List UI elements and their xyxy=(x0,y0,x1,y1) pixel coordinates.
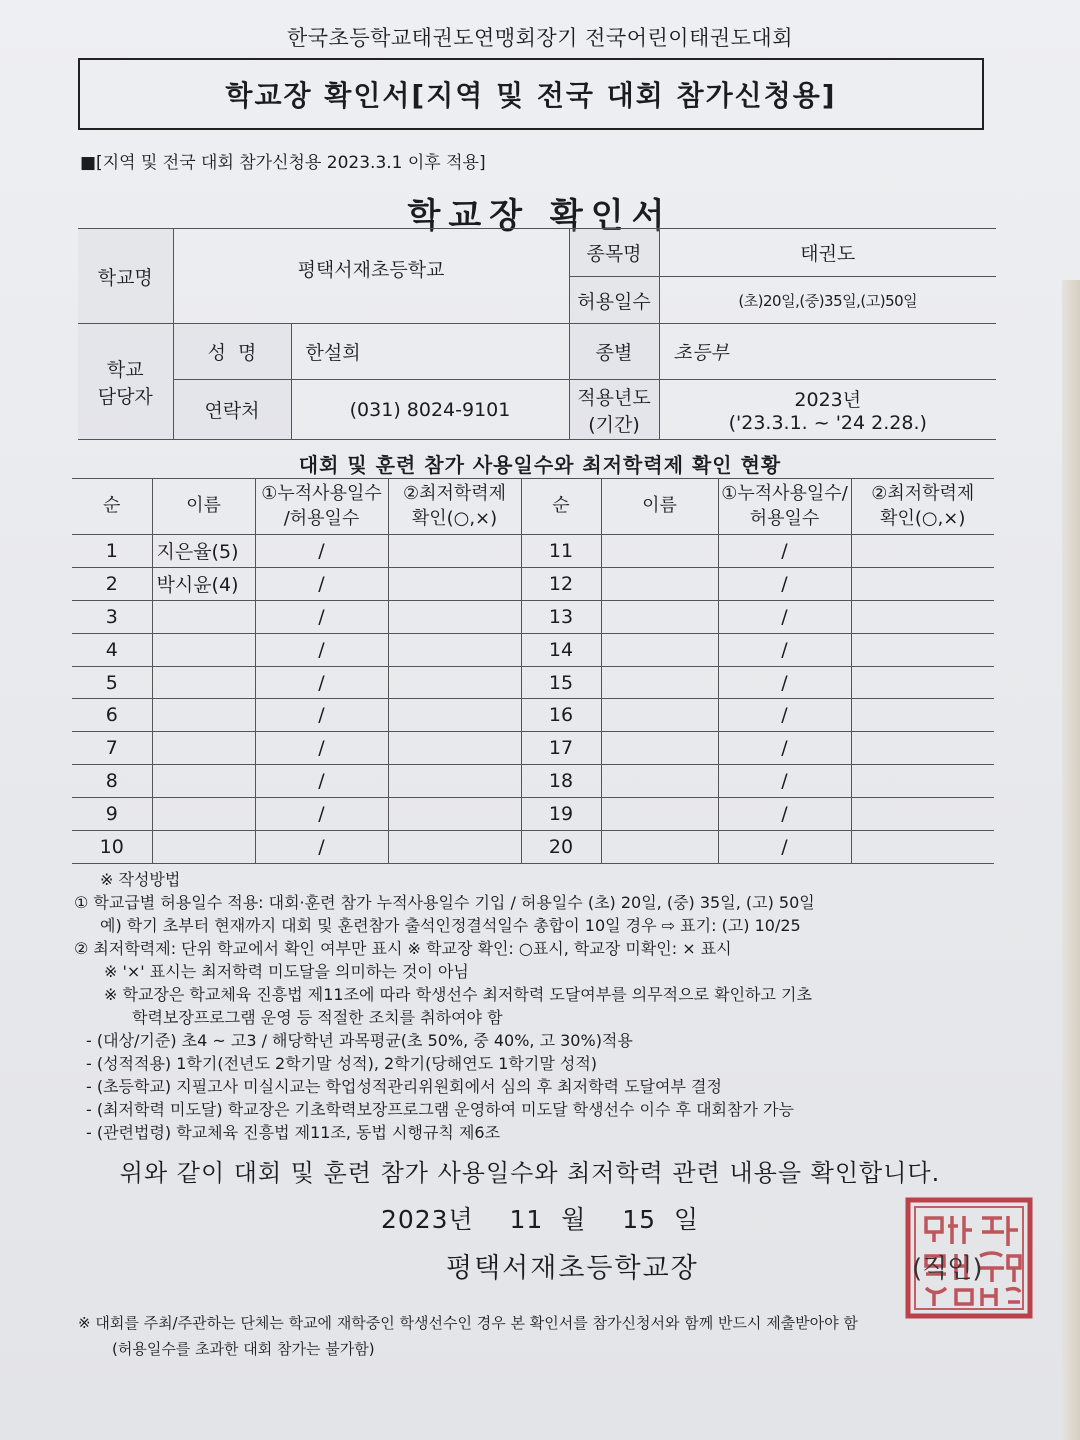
row-name-left xyxy=(152,699,255,732)
row-no-right: 12 xyxy=(521,567,601,600)
note-2-b-cont: 학력보장프로그램 운영 등 적절한 조치를 취하여야 함 xyxy=(132,1008,503,1027)
note-2-b: ※ 학교장은 학교체육 진흥법 제11조에 따라 학생선수 최저학력 도달여부를 의무적으로 확인하고 기초 xyxy=(104,985,812,1004)
instructions xyxy=(74,868,1004,1144)
table-row xyxy=(72,732,994,765)
period-label-line2: (기간) xyxy=(588,413,640,436)
header-name-left: 이름 xyxy=(152,479,255,535)
period-label-line1: 적용년도 xyxy=(577,386,651,409)
header-min-left-line2: 확인(○,×) xyxy=(411,507,498,529)
header-days-right-line2: 허용일수 xyxy=(749,507,820,529)
note-2-a: ※ '×' 표시는 최저학력 미도달을 의미하는 것이 아님 xyxy=(104,962,469,981)
footer-line-2: (허용일수를 초과한 대회 참가는 불가함) xyxy=(112,1340,375,1358)
applicability-note: ■[지역 및 전국 대회 참가신청용 2023.3.1 이후 적용] xyxy=(80,153,486,173)
manager-name-label: 성 명 xyxy=(173,324,291,380)
date-day-unit: 일 xyxy=(673,1205,700,1234)
date-year: 2023년 xyxy=(380,1205,474,1234)
participation-table xyxy=(72,478,994,864)
allowed-days-value: (초)20일,(중)35일,(고)50일 xyxy=(659,277,996,324)
row-days-right: / xyxy=(718,765,851,798)
year-value: 2023년 xyxy=(794,389,862,411)
row-no-left: 1 xyxy=(72,535,152,568)
period-value xyxy=(659,380,996,440)
section-title: 대회 및 훈련 참가 사용일수와 최저학력제 확인 현황 xyxy=(298,453,782,477)
row-name-right xyxy=(601,798,718,831)
table-row xyxy=(72,600,994,633)
manager-name-value: 한설희 xyxy=(291,324,569,380)
confirmation-statement: 위와 같이 대회 및 훈련 참가 사용일수와 최저학력 관련 내용을 확인합니다. xyxy=(119,1159,941,1187)
header-days-left xyxy=(255,479,388,535)
table-row xyxy=(72,831,994,864)
row-no-right: 18 xyxy=(521,765,601,798)
note-dash-5: - (관련법령) 학교체육 진흥법 제11조, 동법 시행규칙 제6조 xyxy=(86,1123,501,1142)
row-days-left: / xyxy=(255,567,388,600)
date-month-unit: 월 xyxy=(561,1205,587,1234)
header-min-right-line1: ②최저학력제 xyxy=(871,483,975,505)
row-name-left: 박시윤(4) xyxy=(152,567,255,600)
table-row xyxy=(72,798,994,831)
school-info-table xyxy=(78,228,996,440)
period-label xyxy=(569,380,659,440)
row-min-left xyxy=(388,831,521,864)
header-days-right xyxy=(718,479,851,535)
header-name-right: 이름 xyxy=(601,479,718,535)
row-days-right: / xyxy=(718,633,851,666)
row-name-right xyxy=(601,732,718,765)
row-name-right xyxy=(601,699,718,732)
footer-line-1: ※ 대회를 주최/주관하는 단체는 학교에 재학중인 학생선수인 경우 본 확인서를 참가신청서와 함께 반드시 제출받아야 함 xyxy=(78,1314,858,1332)
row-min-left xyxy=(388,732,521,765)
contact-value: (031) 8024-9101 xyxy=(291,380,569,440)
note-dash-4: - (최저학력 미도달) 학교장은 기초학력보장프로그램 운영하여 미도달 학생선수 이수 후 대회참가 가능 xyxy=(86,1100,794,1119)
principal-signature: 평택서재초등학교장 xyxy=(446,1253,699,1284)
category-label: 종별 xyxy=(569,324,659,380)
row-no-left: 4 xyxy=(72,633,152,666)
row-min-right xyxy=(851,567,994,600)
row-min-right xyxy=(851,732,994,765)
manager-label xyxy=(78,324,173,440)
row-name-right xyxy=(601,831,718,864)
event-value: 태권도 xyxy=(659,229,996,277)
row-no-right: 14 xyxy=(521,633,601,666)
row-min-right xyxy=(851,798,994,831)
row-days-right: / xyxy=(718,535,851,568)
allowed-days-label: 허용일수 xyxy=(569,277,659,324)
notes-heading: ※ 작성방법 xyxy=(100,870,181,889)
header-no-left: 순 xyxy=(72,479,152,535)
row-min-right xyxy=(851,831,994,864)
row-name-left xyxy=(152,831,255,864)
contact-label: 연락처 xyxy=(173,380,291,440)
row-no-right: 20 xyxy=(521,831,601,864)
row-no-left: 9 xyxy=(72,798,152,831)
row-min-right xyxy=(851,600,994,633)
seal-label: (직인) xyxy=(912,1254,983,1284)
row-no-left: 6 xyxy=(72,699,152,732)
row-no-right: 11 xyxy=(521,535,601,568)
note-2: ② 최저학력제: 단위 학교에서 확인 여부만 표시 ※ 학교장 확인: ○표시, 학교장 미확인: × 표시 xyxy=(74,939,732,958)
row-min-left xyxy=(388,567,521,600)
row-no-right: 13 xyxy=(521,600,601,633)
row-days-left: / xyxy=(255,765,388,798)
row-no-right: 16 xyxy=(521,699,601,732)
row-days-left: / xyxy=(255,798,388,831)
note-1: ① 학교급별 허용일수 적용: 대회·훈련 참가 누적사용일수 기입 / 허용일수 (초) 20일, (중) 35일, (고) 50일 xyxy=(74,893,815,912)
row-min-left xyxy=(388,765,521,798)
row-min-right xyxy=(851,633,994,666)
row-min-left xyxy=(388,666,521,699)
table-row xyxy=(72,765,994,798)
header-days-right-line1: ①누적사용일수/ xyxy=(721,483,848,505)
row-days-left: / xyxy=(255,600,388,633)
row-no-right: 15 xyxy=(521,666,601,699)
category-value: 초등부 xyxy=(659,324,996,380)
row-min-right xyxy=(851,765,994,798)
row-name-right xyxy=(601,633,718,666)
row-days-left: / xyxy=(255,831,388,864)
row-name-left xyxy=(152,600,255,633)
row-days-right: / xyxy=(718,732,851,765)
row-days-right: / xyxy=(718,666,851,699)
table-row xyxy=(72,567,994,600)
row-min-left xyxy=(388,798,521,831)
row-name-left xyxy=(152,633,255,666)
row-days-right: / xyxy=(718,567,851,600)
row-days-left: / xyxy=(255,666,388,699)
table-row xyxy=(72,535,994,568)
event-label: 종목명 xyxy=(569,229,659,277)
header-days-left-line1: ①누적사용일수 xyxy=(261,483,382,505)
date-day: 15 xyxy=(622,1205,656,1234)
row-name-left: 지은율(5) xyxy=(152,535,255,568)
note-dash-3: - (초등학교) 지필고사 미실시교는 학업성적관리위원회에서 심의 후 최저학력 도달여부 결정 xyxy=(86,1077,722,1096)
header-min-left xyxy=(388,479,521,535)
row-no-left: 8 xyxy=(72,765,152,798)
note-dash-2: - (성적적용) 1학기(전년도 2학기말 성적), 2학기(당해연도 1학기말 성적) xyxy=(86,1054,598,1073)
row-min-right xyxy=(851,699,994,732)
row-name-left xyxy=(152,666,255,699)
row-name-right xyxy=(601,666,718,699)
row-min-left xyxy=(388,633,521,666)
row-min-left xyxy=(388,535,521,568)
row-no-left: 2 xyxy=(72,567,152,600)
row-name-right xyxy=(601,567,718,600)
period-range-value: ('23.3.1. ~ '24 2.28.) xyxy=(728,412,927,434)
row-name-right xyxy=(601,535,718,568)
row-name-right xyxy=(601,600,718,633)
header-min-right-line2: 확인(○,×) xyxy=(880,507,966,529)
row-days-left: / xyxy=(255,699,388,732)
row-no-left: 7 xyxy=(72,732,152,765)
form-title-box: 학교장 확인서[지역 및 전국 대회 참가신청용] xyxy=(78,58,984,130)
manager-label-line1: 학교 xyxy=(106,358,144,381)
footer-note xyxy=(78,1310,998,1362)
row-min-right xyxy=(851,535,994,568)
row-min-left xyxy=(388,600,521,633)
row-days-right: / xyxy=(718,600,851,633)
row-no-left: 5 xyxy=(72,666,152,699)
row-no-left: 10 xyxy=(72,831,152,864)
header-min-left-line1: ②최저학력제 xyxy=(402,483,507,505)
row-days-right: / xyxy=(718,831,851,864)
row-no-left: 3 xyxy=(72,600,152,633)
table-row xyxy=(72,666,994,699)
row-min-right xyxy=(851,666,994,699)
table-header-row xyxy=(72,479,994,535)
document-title: 학교장 확인서 xyxy=(407,196,673,236)
school-name-value: 평택서재초등학교 xyxy=(173,229,569,324)
row-name-left xyxy=(152,798,255,831)
header-days-left-line2: /허용일수 xyxy=(283,507,360,529)
note-dash-1: - (대상/기준) 초4 ~ 고3 / 해당학년 과목평균(초 50%, 중 40%, 고 30%)적용 xyxy=(86,1031,633,1050)
school-name-label: 학교명 xyxy=(78,229,173,324)
date-month: 11 xyxy=(509,1205,544,1234)
row-min-left xyxy=(388,699,521,732)
table-row xyxy=(72,699,994,732)
manager-label-line2: 담당자 xyxy=(97,385,153,408)
header-no-right: 순 xyxy=(521,479,601,535)
header-min-right xyxy=(851,479,994,535)
row-days-right: / xyxy=(718,798,851,831)
note-1-example: 예) 학기 초부터 현재까지 대회 및 훈련참가 출석인정결석일수 총합이 10일 경우 ⇨ 표기: (고) 10/25 xyxy=(100,916,801,935)
row-days-right: / xyxy=(718,699,851,732)
row-days-left: / xyxy=(255,633,388,666)
row-no-right: 17 xyxy=(521,732,601,765)
row-days-left: / xyxy=(255,535,388,568)
table-row xyxy=(72,633,994,666)
row-days-left: / xyxy=(255,732,388,765)
competition-header: 한국초등학교태권도연맹회장기 전국어린이태권도대회 xyxy=(286,26,794,50)
row-name-left xyxy=(152,732,255,765)
row-no-right: 19 xyxy=(521,798,601,831)
row-name-left xyxy=(152,765,255,798)
row-name-right xyxy=(601,765,718,798)
